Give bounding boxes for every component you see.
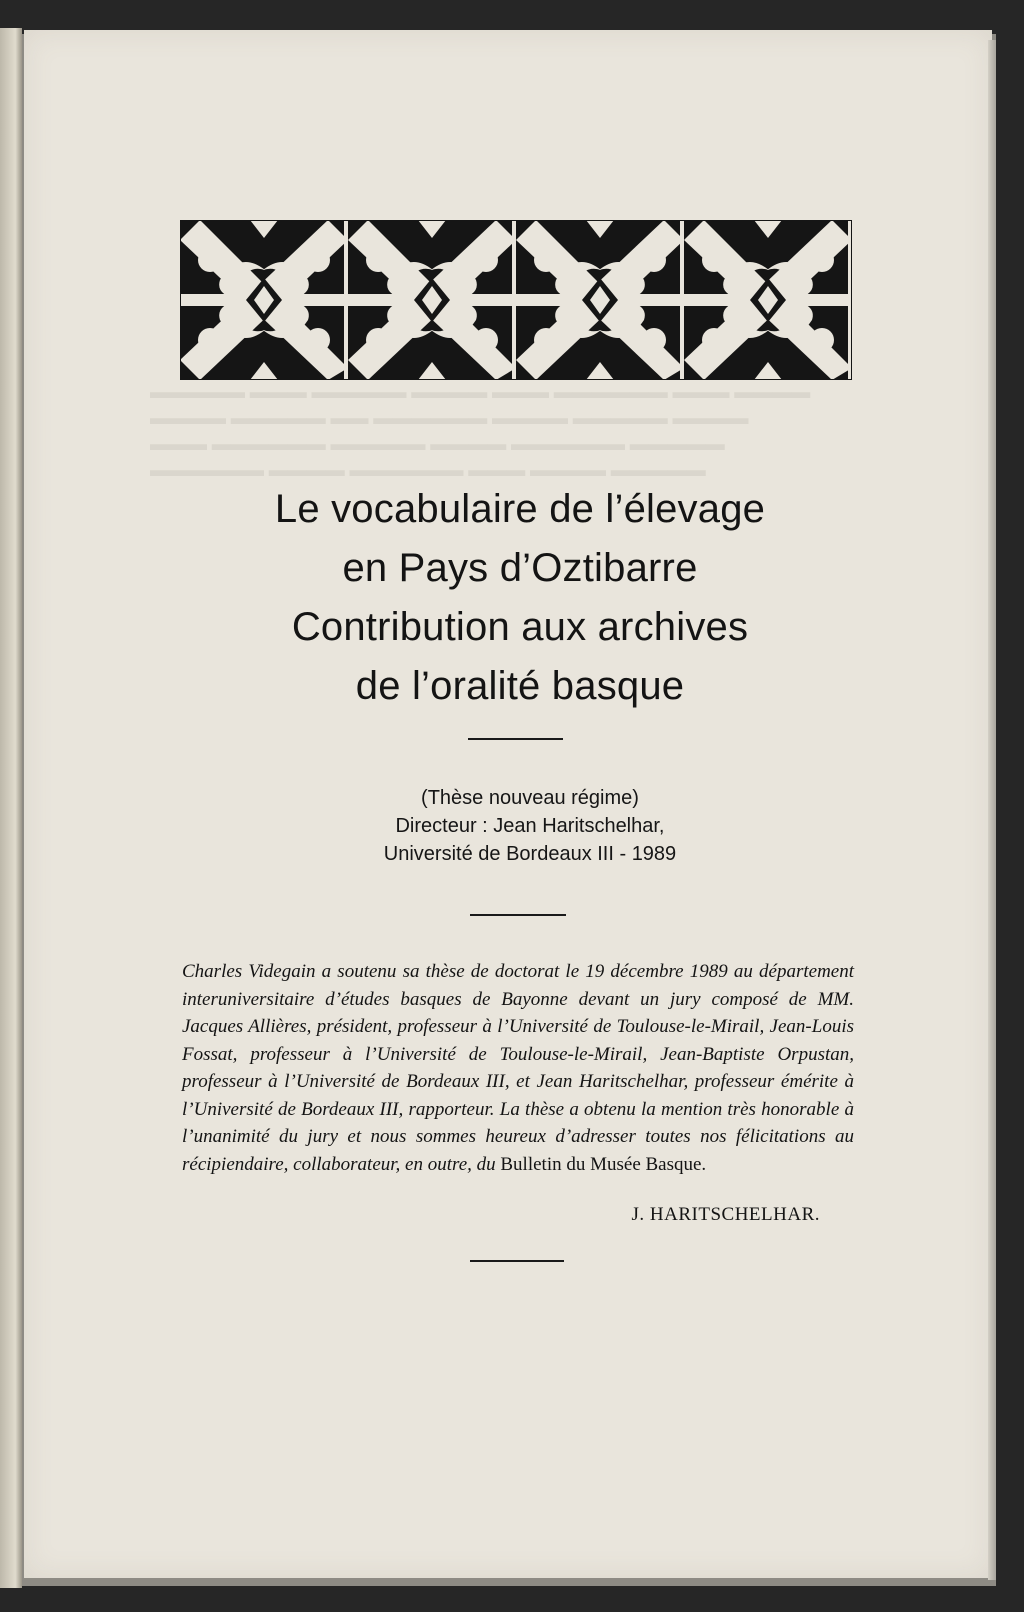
thesis-university: Université de Bordeaux III - 1989: [383, 843, 677, 865]
abstract-text: Charles Videgain a soutenu sa thèse de doctorat le 19 décembre 1989 au département interuniversitaire d’études basques de Bayonne devant un jury composé de MM. Jacques Allières, président, professeur à l’Université de Toulouse-le-Mirail, Jean-Louis Fossat, professeur à l’Université de Toulouse-le-Mirail, Jean-Baptiste Orpustan, professeur à l’Université de Bordeaux III, et Jean Haritschelhar, professeur émérite à l’Université de Bordeaux III, rapporteur. La thèse a obtenu la mention très honorable à l’unanimité du jury et nous sommes heureux d’adresser toutes nos félicitations au récipiendaire, collaborateur, en outre, du: [182, 961, 854, 1175]
basque-ornament-band: [180, 220, 852, 380]
abstract-paragraph: [182, 958, 854, 1178]
thesis-info: [240, 784, 820, 868]
title-line-1: Le vocabulaire de l’élevage: [274, 487, 766, 531]
page-edge: [988, 40, 996, 1580]
bulletin-name: Bulletin du Musée Basque.: [500, 1153, 707, 1175]
title-line-3: Contribution aux archives: [291, 605, 749, 649]
previous-page-edge: [0, 28, 22, 1588]
divider-rule: [470, 914, 566, 916]
title-line-4: de l’oralité basque: [355, 664, 685, 708]
divider-rule: [468, 738, 563, 740]
author-signature: J. HARITSCHELHAR.: [631, 1204, 820, 1225]
thesis-regime: (Thèse nouveau régime): [421, 787, 639, 809]
article-title: [140, 480, 900, 716]
title-line-2: en Pays d’Oztibarre: [342, 546, 698, 590]
thesis-director: Directeur : Jean Haritschelhar,: [395, 815, 665, 837]
divider-rule: [470, 1260, 564, 1262]
